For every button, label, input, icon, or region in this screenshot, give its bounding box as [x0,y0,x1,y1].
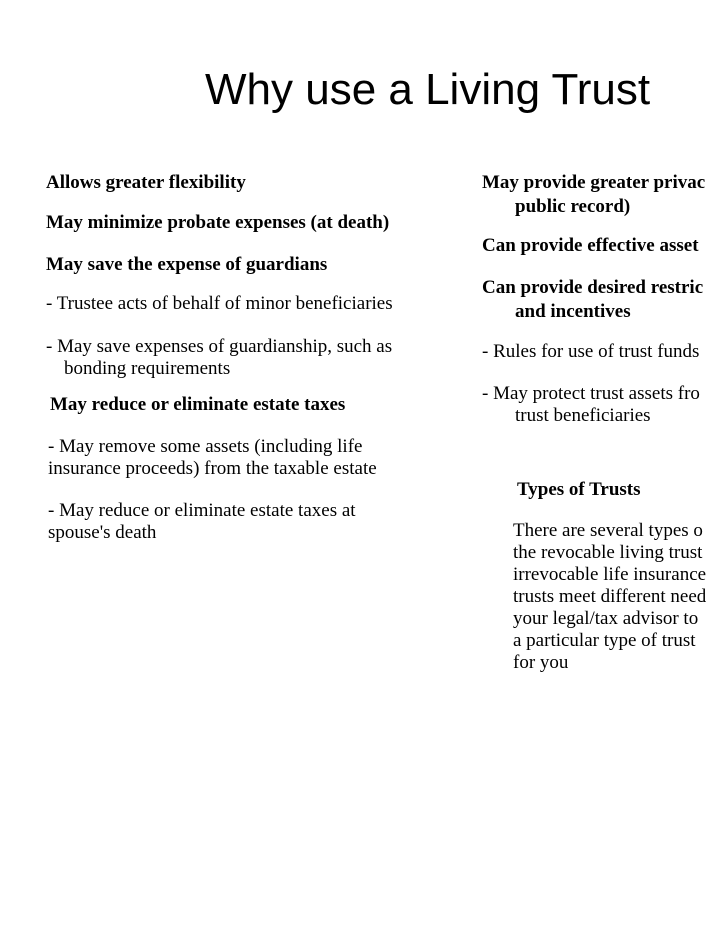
sub-point-trustee-acts: - Trustee acts of behalf of minor beneficiaries [46,293,393,314]
types-of-trusts-heading: Types of Trusts [517,479,641,500]
types-body-line: irrevocable life insurance [513,564,707,585]
types-of-trusts-body [513,520,706,674]
point-greater-privacy-line2: public record) [515,196,631,217]
point-desired-restrictions-line2: and incentives [515,301,631,322]
types-body-line: your legal/tax advisor to [513,608,699,629]
sub-point-spouse-death-line1: - May reduce or eliminate estate taxes at [48,500,356,521]
point-greater-privacy-line1: May provide greater privac [482,172,706,193]
slide-title: Why use a Living Trust [205,65,651,114]
point-greater-flexibility: Allows greater flexibility [46,172,246,193]
types-body-line: the revocable living trust [513,542,703,563]
sub-point-save-guardianship-line1: - May save expenses of guardianship, such as [46,336,393,357]
point-desired-restrictions-line1: Can provide desired restric [482,277,704,298]
types-body-line: for you [513,652,569,673]
point-reduce-estate-taxes: May reduce or eliminate estate taxes [50,394,346,415]
sub-point-rules-trust-funds: - Rules for use of trust funds [482,341,700,362]
sub-point-spouse-death-line2: spouse's death [48,522,157,543]
types-body-line: a particular type of trust [513,630,696,651]
types-body-line: trusts meet different need [513,586,707,607]
sub-point-remove-assets-line1: - May remove some assets (including life [48,436,363,457]
point-minimize-probate: May minimize probate expenses (at death) [46,212,390,233]
sub-point-protect-assets-line1: - May protect trust assets fro [482,383,700,404]
sub-point-protect-assets-line2: trust beneficiaries [515,405,651,426]
sub-point-remove-assets-line2: insurance proceeds) from the taxable estate [48,458,377,479]
sub-point-save-guardianship-line2: bonding requirements [64,358,231,379]
point-save-guardians: May save the expense of guardians [46,254,328,275]
point-effective-asset: Can provide effective asset [482,235,699,256]
types-body-line: There are several types o [513,520,703,541]
